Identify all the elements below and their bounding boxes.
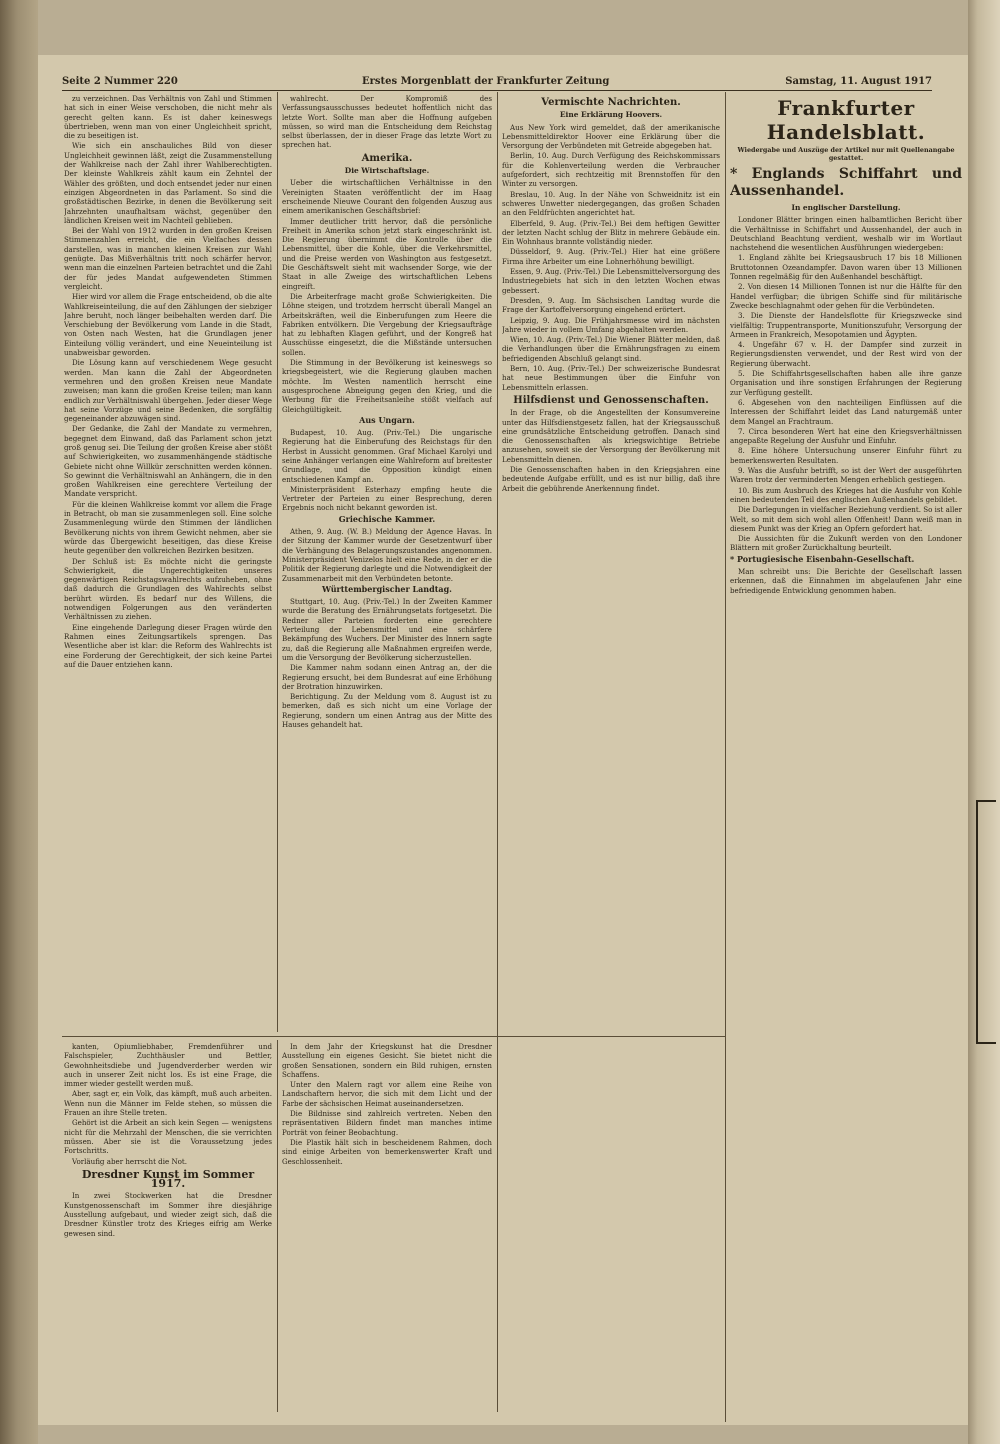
paragraph: Ministerpräsident Esterhazy empfing heute die Vertreter der Parteien zu einer Besprechung, deren Ergebnis noch nicht bekannt geworden ist. bbox=[282, 484, 492, 513]
paragraph: Die Kammer nahm sodann einen Antrag an, der die Regierung ersucht, bei dem Bundesrat auf eine Erhöhung der Brotration hinzuwirken. bbox=[282, 663, 492, 691]
paragraph: Wie sich ein anschauliches Bild von dieser Ungleichheit gewinnen läßt, zeigt die Zusammenstellung der Wahlkreise nach der Zahl ihrer Wahlberechtigten. Der kleinste Wahlkreis zählt kaum ein Zehntel der Wähler des größten, und doch entsendet jeder nur einen einzigen Abgeordneten in das Parlament. So sind die großstädtischen Bezirke, in denen die Bevölkerung seit Jahrzehnten unaufhaltsam wächst, gegenüber den ländlichen Kreisen weit im Nachteil geblieben. bbox=[64, 141, 272, 225]
paragraph: Hier wird vor allem die Frage entscheidend, ob die alte Wahlkreiseinteilung, die auf den Zählungen der siebziger Jahre beruht, noch länger beibehalten werden darf. Die Verschiebung der Bevölkerung vom Lande in die Stadt, von Osten nach Westen, hat die Grundlagen jener Einteilung völlig verändert, und eine Neueinteilung ist unabweisbar geworden. bbox=[64, 292, 272, 358]
subheading: Eine Erklärung Hoovers. bbox=[559, 110, 663, 120]
paragraph: Bern, 10. Aug. (Priv.-Tel.) Der schweizerische Bundesrat hat neue Bestimmungen über die Einfuhr von Lebensmitteln erlassen. bbox=[502, 364, 720, 392]
heading-griechische-kammer: Griechische Kammer. bbox=[338, 513, 436, 524]
paragraph: 10. Bis zum Ausbruch des Krieges hat die Ausfuhr von Kohle einen bedeutenden Teil des englischen Außenhandels gebildet. bbox=[730, 485, 962, 504]
paragraph: In dem Jahr der Kriegskunst hat die Dresdner Ausstellung ein eigenes Gesicht. Sie bietet nicht die großen Sensationen, sondern ein Bild ruhigen, ernsten Schaffens. bbox=[282, 1042, 492, 1079]
book-binding bbox=[0, 0, 38, 1444]
paragraph: Athen, 9. Aug. (W. B.) Meldung der Agence Havas. In der Sitzung der Kammer wurde der Gesetzentwurf über die Verhängung des Belagerungszustandes angenommen. Ministerpräsident Venizelos hielt eine Rede, in der er die Politik der Regierung darlegte und die Notwendigkeit der Zusammenarbeit mit den Verbündeten betonte. bbox=[282, 527, 492, 583]
paragraph: Düsseldorf, 9. Aug. (Priv.-Tel.) Hier hat eine größere Firma ihre Arbeiter um eine Lohnerhöhung bewilligt. bbox=[502, 247, 720, 266]
paragraph: Die Arbeiterfrage macht große Schwierigkeiten. Die Löhne steigen, und trotzdem herrscht überall Mangel an Arbeitskräften, weil die Einberufungen zum Heere die Fabriken entvölkern. Die Vergebung der Kriegsaufträge hat zu lebhaften Klagen geführt, und der Kongreß hat Ausschüsse eingesetzt, die die Mißstände untersuchen sollen. bbox=[282, 291, 492, 357]
heading-amerika: Amerika. bbox=[361, 152, 413, 164]
paragraph: Bei der Wahl von 1912 wurden in den großen Kreisen Stimmenzahlen erreicht, die ein Vielfaches dessen darstellen, was in manchen kleinen Kreisen zur Wahl genügte. Das Mißverhältnis tritt noch schärfer hervor, wenn man die einzelnen Parteien betrachtet und die Zahl der für jedes Mandat aufgewendeten Stimmen vergleicht. bbox=[64, 226, 272, 291]
subheading: Die Wirtschaftslage. bbox=[344, 166, 430, 176]
paragraph: Die Bildnisse sind zahlreich vertreten. Neben den repräsentativen Bildern findet man manches intime Porträt von feiner Beobachtung. bbox=[282, 1109, 492, 1137]
paragraph: Für die kleinen Wahlkreise kommt vor allem die Frage in Betracht, ob man sie zusammenlegen soll. Eine solche Zusammenlegung würde den Stimmen der ländlichen Bevölkerung nichts von ihrem Gewicht nehmen, aber sie würde das Übergewicht beseitigen, das diese Kreise heute gegenüber den volkreichen Bezirken besitzen. bbox=[64, 499, 272, 556]
heading-landtag: Württembergischer Landtag. bbox=[322, 583, 452, 594]
subheading: In englischer Darstellung. bbox=[791, 203, 901, 212]
paragraph: 9. Was die Ausfuhr betrifft, so ist der Wert der ausgeführten Waren trotz der verminderten Mengen erheblich gestiegen. bbox=[730, 466, 962, 485]
paragraph: Unter den Malern ragt vor allem eine Reihe von Landschaftern hervor, die sich mit dem Licht und der Farbe der sächsischen Heimat auseinandersetzen. bbox=[282, 1080, 492, 1108]
paragraph: Die Genossenschaften haben in den Kriegsjahren eine bedeutende Aufgabe erfüllt, und es ist nur billig, daß ihre Arbeit die gebührende Anerkennung findet. bbox=[502, 464, 720, 493]
paragraph: 3. Die Dienste der Handelsflotte für Kriegszwecke sind vielfältig: Truppentransporte, Munitionszufuhr, Versorgung der Armeen in Frankreich, Mesopotamien und Ägypten. bbox=[730, 311, 962, 339]
paragraph: Die Lösung kann auf verschiedenem Wege gesucht werden. Man kann die Zahl der Abgeordneten vermehren und den großen Kreisen neue Mandate zuweisen; man kann die großen Kreise teilen; man kann endlich zur Verhältniswahl übergehen. Jeder dieser Wege hat seine Vorzüge und seine Bedenken, die sorgfältig gegeneinander abzuwägen sind. bbox=[64, 358, 272, 424]
paragraph: 4. Ungefähr 67 v. H. der Dampfer sind zurzeit in Regierungsdiensten verwendet, und der Rest wird von der Regierung überwacht. bbox=[730, 340, 962, 368]
paragraph: Der Schluß ist: Es möchte nicht die geringste Schwierigkeit, die Ungerechtigkeiten unseres gegenwärtigen Reichstagswahlrechts aufzuheben, ohne daß dadurch die Grundlagen des Wahlrechts selbst berührt würden. Es bedarf nur des Willens, die notwendigen Folgerungen aus den veränderten Verhältnissen zu ziehen. bbox=[64, 556, 272, 622]
paragraph: 5. Die Schiffahrtsgesellschaften haben alle ihre ganze Organisation und ihre sonstigen Erfahrungen der Regierung zur Verfügung gestellt. bbox=[730, 369, 962, 397]
paragraph: Der Gedanke, die Zahl der Mandate zu vermehren, begegnet dem Einwand, daß das Parlament schon jetzt groß genug sei. Die Teilung der großen Kreise aber stößt auf Schwierigkeiten, wo zusammenhängende städtische Gebiete nicht ohne Willkür zerschnitten werden können. So gewinnt die Verhältniswahl an Anhängern, die in den großen Wahlkreisen eine gerechtere Verteilung der Mandate verspricht. bbox=[64, 424, 272, 499]
paragraph: Leipzig, 9. Aug. Die Frühjahrsmesse wird im nächsten Jahre wieder in vollem Umfang abgehalten werden. bbox=[502, 315, 720, 334]
paragraph: Wien, 10. Aug. (Priv.-Tel.) Die Wiener Blätter melden, daß die Verhandlungen über die Ernährungsfragen zu einem befriedigenden Abschluß gelangt sind. bbox=[502, 335, 720, 363]
paragraph: Man schreibt uns: Die Berichte der Gesellschaft lassen erkennen, daß die Einnahmen im abgelaufenen Jahr eine befriedigende Entwicklung genommen haben. bbox=[730, 566, 962, 595]
paragraph: zu verzeichnen. Das Verhältnis von Zahl und Stimmen hat sich in einer Weise verschoben, die nicht mehr als gerecht gelten kann. Es ist daher keineswegs übertrieben, wenn man von einer Ungleichheit spricht, die zu beseitigen ist. bbox=[64, 94, 272, 141]
reprint-note: Wiedergabe und Auszüge der Artikel nur mit Quellenangabe gestattet. bbox=[737, 146, 955, 162]
paragraph: In der Frage, ob die Angestellten der Konsumvereine unter das Hilfsdienstgesetz fallen, hat der Kriegsausschuß eine grundsätzliche Entscheidung getroffen. Danach sind die Genossenschaften als kriegswichtige Betriebe anzusehen, soweit sie der Versorgung der Bevölkerung mit Lebensmitteln dienen. bbox=[502, 408, 720, 464]
paragraph: Budapest, 10. Aug. (Priv.-Tel.) Die ungarische Regierung hat die Einberufung des Reichstags für den Herbst in Aussicht genommen. Graf Michael Karolyi und seine Anhänger verlangen eine Wahlreform auf breitester Grundlage, und die Opposition kündigt einen entschiedenen Kampf an. bbox=[282, 428, 492, 484]
masthead-page-number: Seite 2 Nummer 220 bbox=[62, 76, 178, 87]
paragraph: Die Plastik hält sich in bescheidenem Rahmen, doch sind einige Arbeiten von bemerkenswerter Kraft und Geschlossenheit. bbox=[282, 1137, 492, 1166]
feuilleton-column-2 bbox=[282, 1042, 492, 1412]
paragraph: Stuttgart, 10. Aug. (Priv.-Tel.) In der Zweiten Kammer wurde die Beratung des Ernährungsetats fortgesetzt. Die Redner aller Parteien forderten eine gerechtere Verteilung der Lebensmittel und eine schärfere Bekämpfung des Wuchers. Der Minister des Innern sagte zu, daß die Regierung alle Maßnahmen ergreifen werde, um die Versorgung der Bevölkerung sicherzustellen. bbox=[282, 597, 492, 662]
paragraph: Gehört ist die Arbeit an sich kein Segen — wenigstens nicht für die Mehrzahl der Menschen, die sie verrichten müssen. Aber sie ist die Voraussetzung jedes Fortschritts. bbox=[64, 1118, 272, 1156]
paragraph: Essen, 9. Aug. (Priv.-Tel.) Die Lebensmittelversorgung des Industriegebiets hat sich in den letzten Wochen etwas gebessert. bbox=[502, 267, 720, 295]
paragraph: 1. England zählte bei Kriegsausbruch 17 bis 18 Millionen Bruttotonnen Ozeandampfer. Davon waren über 13 Millionen Tonnen regelmäßig für den Außenhandel beschäftigt. bbox=[730, 253, 962, 282]
paragraph: Ueber die wirtschaftlichen Verhältnisse in den Vereinigten Staaten veröffentlicht der im Haag erscheinende Nieuwe Courant den folgenden Auszug aus einem amerikanischen Geschäftsbrief: bbox=[282, 178, 492, 216]
paragraph: 7. Circa besonderen Wert hat eine den Kriegsverhältnissen angepaßte Regelung der Ausfuhr und Einfuhr. bbox=[730, 426, 962, 446]
masthead-rule bbox=[62, 90, 932, 91]
column-3-articles bbox=[502, 94, 720, 1409]
paragraph: wahlrecht. Der Kompromiß des Verfassungsausschusses bedeutet hoffentlich nicht das letzte Wort. Sollte man aber die Hoffnung aufgeben müssen, so wird man die Entscheidung dem Reichstag selbst überlassen, der in dieser Frage das letzte Wort zu sprechen hat. bbox=[282, 94, 492, 150]
heading-hilfsdienst: Hilfsdienst und Genossenschaften. bbox=[513, 394, 709, 406]
masthead bbox=[62, 76, 932, 90]
paragraph: In zwei Stockwerken hat die Dresdner Kunstgenossenschaft im Sommer ihre diesjährige Ausstellung aufgebaut, und wieder zeigt sich, daß die Dresdner Künstler trotz des Krieges eifrig am Werke gewesen sind. bbox=[64, 1191, 272, 1238]
heading-englands-schiffahrt: * Englands Schiffahrt und Aussenhandel. bbox=[730, 166, 962, 199]
paragraph: Breslau, 10. Aug. In der Nähe von Schweidnitz ist ein schweres Unwetter niedergegangen, das großen Schaden an den Feldfrüchten angerichtet hat. bbox=[502, 189, 720, 218]
paragraph: Vorläufig aber herrscht die Not. bbox=[72, 1156, 188, 1166]
paragraph: Aus New York wird gemeldet, daß der amerikanische Lebensmitteldirektor Hoover eine Erklärung über die Versorgung der Verbündeten mit Getreide abgegeben hat. bbox=[502, 122, 720, 151]
heading-eisenbahn-gesellschaft: * Portugiesische Eisenbahn-Gesellschaft. bbox=[730, 553, 915, 564]
paragraph: kanten, Opiumliebhaber, Fremdenführer und Falschspieler, Zuchthäusler und Bettler, Gewohnheitsdiebe und Jugendverderber werden wir auch in unserer Zeit nicht los. Es ist eine Frage, die immer wieder gestellt werden muß. bbox=[64, 1042, 272, 1089]
heading-aus-ungarn: Aus Ungarn. bbox=[359, 414, 415, 425]
column-rule bbox=[277, 1040, 278, 1412]
paragraph: Elberfeld, 9. Aug. (Priv.-Tel.) Bei dem heftigen Gewitter der letzten Nacht schlug der Blitz in mehrere Gebäude ein. Ein Wohnhaus brannte vollständig nieder. bbox=[502, 218, 720, 247]
column-2-articles bbox=[282, 94, 492, 1034]
paragraph: Die Aussichten für die Zukunft werden von den Londoner Blättern mit großer Zurückhaltung beurteilt. bbox=[730, 534, 962, 553]
paragraph: Dresden, 9. Aug. Im Sächsischen Landtag wurde die Frage der Kartoffelversorgung eingehend erörtert. bbox=[502, 295, 720, 315]
paragraph: Berichtigung. Zu der Meldung vom 8. August ist zu bemerken, daß es sich nicht um eine Vorlage der Regierung, sondern um einen Antrag aus der Mitte des Hauses gehandelt hat. bbox=[282, 692, 492, 729]
paragraph: Immer deutlicher tritt hervor, daß die persönliche Freiheit in Amerika schon jetzt stark eingeschränkt ist. Die Regierung übernimmt die Kontrolle über die Lebensmittel, über die Kohle, über die Verkehrsmittel, und die Preise werden von Washington aus festgesetzt. Die Geschäftswelt sieht mit wachsender Sorge, wie der Staat in alle Zweige des wirtschaftlichen Lebens eingreift. bbox=[282, 216, 492, 291]
column-rule bbox=[277, 92, 278, 1032]
masthead-date: Samstag, 11. August 1917 bbox=[785, 76, 932, 87]
paragraph: 6. Abgesehen von den nachteiligen Einflüssen auf die Interessen der Schiffahrt leidet das Land naturgemäß unter dem Mangel an Frachtraum. bbox=[730, 397, 962, 426]
column-rule bbox=[725, 92, 726, 1422]
paragraph: 8. Eine höhere Untersuchung unserer Einfuhr führt zu bemerkenswerten Resultaten. bbox=[730, 446, 962, 465]
next-page-frame bbox=[976, 800, 996, 1044]
paragraph: 2. Von diesen 14 Millionen Tonnen ist nur die Hälfte für den Handel verfügbar; die übrigen Schiffe sind für militärische Zwecke beschlagnahmt oder gehen für die Verbündeten. bbox=[730, 282, 962, 310]
feuilleton-column-1 bbox=[64, 1042, 272, 1412]
next-page-edge bbox=[968, 0, 1000, 1444]
column-4-handelsblatt bbox=[730, 94, 962, 1419]
paragraph: Eine eingehende Darlegung dieser Fragen würde den Rahmen eines Zeitungsartikels sprengen. Das Wesentliche aber ist klar: die Reform des Wahlrechts ist eine Forderung der Gerechtigkeit, der sich keine Partei auf die Dauer entziehen kann. bbox=[64, 622, 272, 669]
handelsblatt-title: Frankfurter Handelsblatt. bbox=[766, 96, 926, 144]
paragraph: Berlin, 10. Aug. Durch Verfügung des Reichskommissars für die Kohlenverteilung werden die Verbraucher aufgefordert, sich rechtzeitig mit Brennstoffen für den Winter zu versorgen. bbox=[502, 151, 720, 189]
paragraph: Londoner Blätter bringen einen halbamtlichen Bericht über die Verhältnisse in Schiffahrt und Aussenhandel, der auch in Deutschland Beachtung verdient, weshalb wir im Wortlaut nachstehend die wesentlichen Ausführungen wiedergeben: bbox=[730, 215, 962, 253]
paragraph: Aber, sagt er, ein Volk, das kämpft, muß auch arbeiten. Wenn nun die Männer im Felde stehen, so müssen die Frauen an ihre Stelle treten. bbox=[64, 1089, 272, 1118]
heading-vermischte-nachrichten: Vermischte Nachrichten. bbox=[541, 97, 681, 108]
column-rule bbox=[497, 92, 498, 1412]
paragraph: Die Stimmung in der Bevölkerung ist keineswegs so kriegsbegeistert, wie die Regierung glauben machen möchte. Im Westen namentlich herrscht eine ausgesprochene Abneigung gegen den Krieg, und die Werbung für die Freiheitsanleihe stößt vielfach auf Gleichgültigkeit. bbox=[282, 358, 492, 414]
masthead-paper-title: Erstes Morgenblatt der Frankfurter Zeitung bbox=[362, 76, 610, 87]
column-1-article bbox=[64, 94, 272, 1034]
paragraph: Die Darlegungen in vielfacher Beziehung verdient. So ist aller Welt, so mit dem sich wohl allen Offenheit! Dann weiß man in diesem Punkt was der Krieg an Opfern gefordert hat. bbox=[730, 505, 962, 533]
heading-dresdner-kunst: Dresdner Kunst im Sommer 1917. bbox=[81, 1167, 255, 1191]
